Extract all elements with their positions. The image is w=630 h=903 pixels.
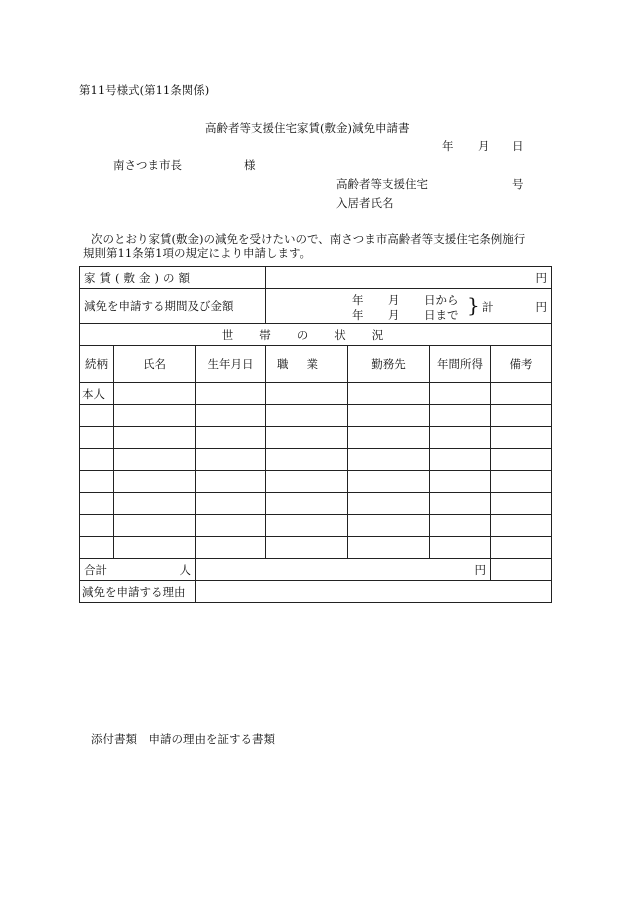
reduction-period-field[interactable] (266, 289, 552, 324)
cell-workplace[interactable] (348, 537, 430, 559)
household-row (80, 471, 552, 493)
cell-income[interactable] (430, 383, 491, 405)
total-people-cell[interactable] (80, 559, 196, 581)
total-income-cell[interactable] (196, 559, 491, 581)
attachment-note: 添付書類 申請の理由を証する書類 (91, 732, 275, 746)
cell-birthdate[interactable] (196, 383, 266, 405)
total-label: 合計 (84, 562, 107, 577)
cell-relation[interactable] (80, 537, 114, 559)
cell-occupation[interactable] (266, 493, 348, 515)
body-text-line-2: 規則第11条第1項の規定により申請します。 (83, 246, 312, 260)
cell-relation-self: 本人 (80, 383, 114, 405)
cell-birthdate[interactable] (196, 493, 266, 515)
household-header-row (80, 324, 552, 346)
reduction-period-label: 減免を申請する期間及び金額 (80, 289, 266, 324)
cell-income[interactable] (430, 537, 491, 559)
cell-name[interactable] (114, 449, 196, 471)
total-remarks-cell[interactable] (491, 559, 552, 581)
cell-name[interactable] (114, 383, 196, 405)
date-month: 月 (478, 139, 490, 153)
date-year: 年 (442, 139, 454, 153)
cell-occupation[interactable] (266, 427, 348, 449)
cell-workplace[interactable] (348, 383, 430, 405)
column-relation: 続柄 (80, 346, 114, 383)
cell-workplace[interactable] (348, 405, 430, 427)
household-row (80, 493, 552, 515)
cell-remarks[interactable] (491, 405, 552, 427)
cell-birthdate[interactable] (196, 405, 266, 427)
total-people-unit: 人 (179, 562, 191, 577)
rent-amount-row (80, 267, 552, 289)
period-total-label: 計 (482, 300, 494, 314)
column-occupation: 職業 (266, 346, 348, 383)
cell-relation[interactable] (80, 493, 114, 515)
cell-occupation[interactable] (266, 383, 348, 405)
cell-relation[interactable] (80, 427, 114, 449)
cell-income[interactable] (430, 427, 491, 449)
total-income-unit: 円 (474, 562, 487, 577)
period-to-month: 月 (388, 308, 400, 322)
body-text (83, 232, 526, 260)
cell-relation[interactable] (80, 405, 114, 427)
residence-number-label: 号 (512, 177, 524, 191)
period-to-year: 年 (352, 308, 364, 322)
reason-field[interactable] (196, 581, 552, 603)
household-row (80, 449, 552, 471)
column-remarks: 備考 (491, 346, 552, 383)
cell-workplace[interactable] (348, 493, 430, 515)
cell-occupation[interactable] (266, 449, 348, 471)
cell-name[interactable] (114, 471, 196, 493)
household-row (80, 537, 552, 559)
residence-label: 高齢者等支援住宅 (336, 177, 428, 191)
cell-name[interactable] (114, 537, 196, 559)
cell-remarks[interactable] (491, 515, 552, 537)
cell-birthdate[interactable] (196, 537, 266, 559)
household-row (80, 427, 552, 449)
cell-workplace[interactable] (348, 515, 430, 537)
cell-occupation[interactable] (266, 515, 348, 537)
household-row (80, 515, 552, 537)
cell-occupation[interactable] (266, 405, 348, 427)
cell-remarks[interactable] (491, 427, 552, 449)
total-row (80, 559, 552, 581)
cell-remarks[interactable] (491, 471, 552, 493)
household-header: 世帯の状況 (80, 324, 552, 346)
reduction-period-row (80, 289, 552, 324)
cell-income[interactable] (430, 405, 491, 427)
addressee-honorific: 様 (244, 158, 256, 172)
cell-occupation[interactable] (266, 537, 348, 559)
rent-amount-label: 家賃(敷金)の額 (80, 267, 266, 289)
cell-birthdate[interactable] (196, 449, 266, 471)
application-table (79, 266, 552, 603)
cell-income[interactable] (430, 493, 491, 515)
body-text-line-1: 次のとおり家賃(敷金)の減免を受けたいので、南さつま市高齢者等支援住宅条例施行 (91, 232, 526, 246)
cell-remarks[interactable] (491, 493, 552, 515)
column-annual-income: 年間所得 (430, 346, 491, 383)
addressee: 南さつま市長 (113, 158, 182, 172)
cell-workplace[interactable] (348, 449, 430, 471)
reason-label: 減免を申請する理由 (80, 581, 196, 603)
cell-income[interactable] (430, 515, 491, 537)
rent-amount-unit: 円 (535, 270, 548, 285)
cell-birthdate[interactable] (196, 427, 266, 449)
cell-income[interactable] (430, 449, 491, 471)
cell-relation[interactable] (80, 471, 114, 493)
cell-name[interactable] (114, 493, 196, 515)
cell-relation[interactable] (80, 515, 114, 537)
household-row (80, 383, 552, 405)
period-total-unit: 円 (535, 300, 548, 314)
cell-name[interactable] (114, 515, 196, 537)
cell-workplace[interactable] (348, 471, 430, 493)
cell-workplace[interactable] (348, 427, 430, 449)
cell-remarks[interactable] (491, 537, 552, 559)
column-name: 氏名 (114, 346, 196, 383)
document-title: 高齢者等支援住宅家賃(敷金)減免申請書 (205, 121, 410, 135)
period-from-year: 年 (352, 293, 364, 307)
cell-relation[interactable] (80, 449, 114, 471)
reason-row (80, 581, 552, 603)
column-birthdate: 生年月日 (196, 346, 266, 383)
cell-birthdate[interactable] (196, 515, 266, 537)
cell-remarks[interactable] (491, 383, 552, 405)
date-day: 日 (512, 139, 524, 153)
cell-name[interactable] (114, 427, 196, 449)
household-row (80, 405, 552, 427)
period-from-day: 日から (424, 293, 459, 307)
period-from-month: 月 (388, 293, 400, 307)
cell-remarks[interactable] (491, 449, 552, 471)
household-columns-row (80, 346, 552, 383)
cell-name[interactable] (114, 405, 196, 427)
cell-income[interactable] (430, 471, 491, 493)
form-number: 第11号様式(第11条関係) (79, 83, 210, 97)
period-brace: } (467, 293, 480, 317)
cell-occupation[interactable] (266, 471, 348, 493)
resident-name-label: 入居者氏名 (336, 196, 394, 210)
period-to-day: 日まで (424, 308, 459, 322)
cell-birthdate[interactable] (196, 471, 266, 493)
column-workplace: 勤務先 (348, 346, 430, 383)
rent-amount-field[interactable] (266, 267, 552, 289)
